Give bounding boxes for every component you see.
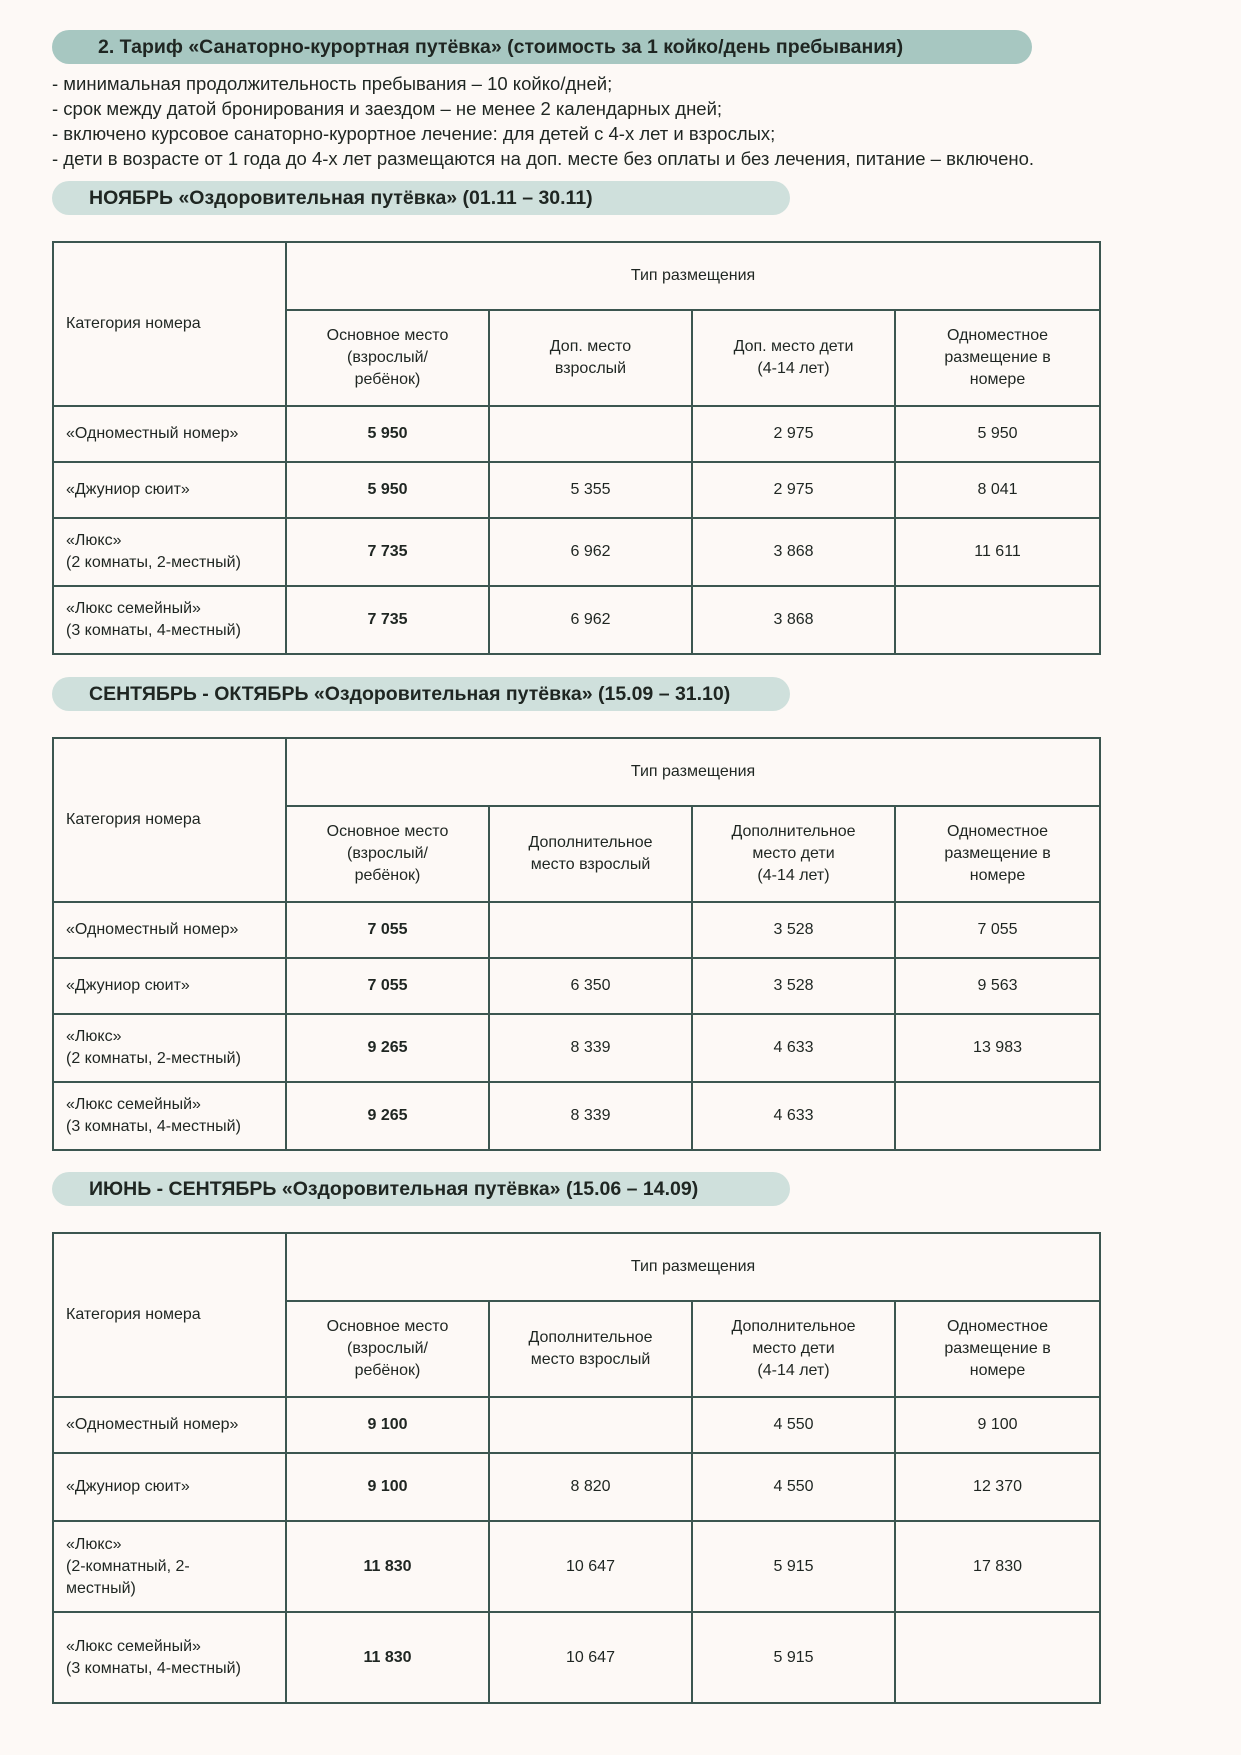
price-extra-child: 3 528 bbox=[692, 958, 895, 1014]
price-extra-adult bbox=[489, 1397, 692, 1453]
table-row bbox=[53, 1397, 1100, 1453]
price-extra-child: 4 550 bbox=[692, 1453, 895, 1521]
table-row bbox=[53, 518, 1100, 586]
price-main: 5 950 bbox=[286, 406, 489, 462]
header-col-single: Одноместное размещение в номере bbox=[895, 1301, 1100, 1397]
header-col-extra-child: Доп. место дети (4-14 лет) bbox=[692, 310, 895, 406]
header-placement: Тип размещения bbox=[286, 738, 1100, 806]
price-extra-adult: 6 962 bbox=[489, 518, 692, 586]
header-category: Категория номера bbox=[53, 242, 286, 406]
table-row bbox=[53, 1612, 1100, 1703]
condition-item: - дети в возрасте от 1 года до 4-х лет размещаются на доп. месте без оплаты и без лечения, питание – включено. bbox=[52, 148, 1035, 169]
section-title-november bbox=[52, 181, 790, 215]
header-placement: Тип размещения bbox=[286, 1233, 1100, 1301]
price-main: 5 950 bbox=[286, 462, 489, 518]
row-category: «Люкс семейный» (3 комнаты, 4-местный) bbox=[53, 1612, 286, 1703]
price-extra-child: 5 915 bbox=[692, 1612, 895, 1703]
price-main: 9 265 bbox=[286, 1082, 489, 1150]
section-title-jun-sep bbox=[52, 1172, 790, 1206]
price-extra-adult bbox=[489, 406, 692, 462]
table-row bbox=[53, 902, 1100, 958]
header-placement: Тип размещения bbox=[286, 242, 1100, 310]
row-category: «Одноместный номер» bbox=[53, 406, 286, 462]
price-main: 11 830 bbox=[286, 1521, 489, 1612]
row-category: «Одноместный номер» bbox=[53, 902, 286, 958]
price-extra-child: 2 975 bbox=[692, 462, 895, 518]
section-title-text: ИЮНЬ - СЕНТЯБРЬ «Оздоровительная путёвка» (15.06 – 14.09) bbox=[89, 1177, 699, 1200]
price-extra-adult bbox=[489, 902, 692, 958]
price-main: 9 265 bbox=[286, 1014, 489, 1082]
header-col-main: Основное место (взрослый/ ребёнок) bbox=[286, 1301, 489, 1397]
row-category: «Джуниор сюит» bbox=[53, 958, 286, 1014]
header-category: Категория номера bbox=[53, 738, 286, 902]
price-main: 7 055 bbox=[286, 902, 489, 958]
price-extra-child: 3 868 bbox=[692, 586, 895, 654]
price-table-sep-oct bbox=[52, 737, 1101, 1151]
table-row bbox=[53, 1521, 1100, 1612]
condition-item: - минимальная продолжительность пребывания – 10 койко/дней; bbox=[52, 73, 613, 94]
price-main: 7 735 bbox=[286, 586, 489, 654]
price-main: 11 830 bbox=[286, 1612, 489, 1703]
header-col-single: Одноместное размещение в номере bbox=[895, 310, 1100, 406]
table-header-row bbox=[53, 738, 1100, 806]
section-title-text: НОЯБРЬ «Оздоровительная путёвка» (01.11 – 30.11) bbox=[89, 186, 593, 209]
price-extra-child: 4 633 bbox=[692, 1082, 895, 1150]
header-col-extra-adult: Доп. место взрослый bbox=[489, 310, 692, 406]
price-single: 7 055 bbox=[895, 902, 1100, 958]
section-title-sep-oct bbox=[52, 677, 790, 711]
section-title-text: СЕНТЯБРЬ - ОКТЯБРЬ «Оздоровительная путёвка» (15.09 – 31.10) bbox=[89, 682, 731, 705]
tariff-title-text: 2. Тариф «Санаторно-курортная путёвка» (стоимость за 1 койко/день пребывания) bbox=[98, 35, 904, 58]
table-header-row bbox=[53, 1233, 1100, 1301]
table-row bbox=[53, 406, 1100, 462]
price-single: 9 100 bbox=[895, 1397, 1100, 1453]
header-col-extra-adult: Дополнительное место взрослый bbox=[489, 1301, 692, 1397]
table-row bbox=[53, 958, 1100, 1014]
tariff-title bbox=[52, 30, 1032, 64]
table-header-row bbox=[53, 242, 1100, 310]
header-col-extra-child: Дополнительное место дети (4-14 лет) bbox=[692, 1301, 895, 1397]
price-extra-child: 3 868 bbox=[692, 518, 895, 586]
header-col-single: Одноместное размещение в номере bbox=[895, 806, 1100, 902]
header-category: Категория номера bbox=[53, 1233, 286, 1397]
price-extra-adult: 10 647 bbox=[489, 1521, 692, 1612]
header-col-main: Основное место (взрослый/ ребёнок) bbox=[286, 806, 489, 902]
price-main: 9 100 bbox=[286, 1453, 489, 1521]
price-extra-child: 4 550 bbox=[692, 1397, 895, 1453]
price-single: 17 830 bbox=[895, 1521, 1100, 1612]
price-extra-adult: 8 339 bbox=[489, 1082, 692, 1150]
table-row bbox=[53, 1453, 1100, 1521]
price-extra-adult: 8 339 bbox=[489, 1014, 692, 1082]
price-single: 8 041 bbox=[895, 462, 1100, 518]
price-single: 13 983 bbox=[895, 1014, 1100, 1082]
price-main: 7 055 bbox=[286, 958, 489, 1014]
table-row bbox=[53, 586, 1100, 654]
condition-item: - срок между датой бронирования и заездом – не менее 2 календарных дней; bbox=[52, 98, 723, 119]
price-single bbox=[895, 1082, 1100, 1150]
row-category: «Одноместный номер» bbox=[53, 1397, 286, 1453]
row-category: «Люкс» (2 комнаты, 2-местный) bbox=[53, 1014, 286, 1082]
row-category: «Люкс семейный» (3 комнаты, 4-местный) bbox=[53, 1082, 286, 1150]
price-extra-adult: 10 647 bbox=[489, 1612, 692, 1703]
price-extra-child: 2 975 bbox=[692, 406, 895, 462]
row-category: «Люкс» (2 комнаты, 2-местный) bbox=[53, 518, 286, 586]
price-single: 12 370 bbox=[895, 1453, 1100, 1521]
price-extra-adult: 5 355 bbox=[489, 462, 692, 518]
row-category: «Люкс семейный» (3 комнаты, 4-местный) bbox=[53, 586, 286, 654]
price-main: 7 735 bbox=[286, 518, 489, 586]
price-single: 5 950 bbox=[895, 406, 1100, 462]
row-category: «Джуниор сюит» bbox=[53, 462, 286, 518]
header-col-extra-adult: Дополнительное место взрослый bbox=[489, 806, 692, 902]
table-row bbox=[53, 462, 1100, 518]
row-category: «Люкс» (2-комнатный, 2- местный) bbox=[53, 1521, 286, 1612]
price-extra-adult: 6 350 bbox=[489, 958, 692, 1014]
price-single bbox=[895, 586, 1100, 654]
price-single bbox=[895, 1612, 1100, 1703]
price-extra-adult: 8 820 bbox=[489, 1453, 692, 1521]
price-extra-adult: 6 962 bbox=[489, 586, 692, 654]
row-category: «Джуниор сюит» bbox=[53, 1453, 286, 1521]
price-single: 9 563 bbox=[895, 958, 1100, 1014]
header-col-extra-child: Дополнительное место дети (4-14 лет) bbox=[692, 806, 895, 902]
price-table-jun-sep bbox=[52, 1232, 1101, 1704]
price-main: 9 100 bbox=[286, 1397, 489, 1453]
price-single: 11 611 bbox=[895, 518, 1100, 586]
condition-item: - включено курсовое санаторно-курортное лечение: для детей с 4-х лет и взрослых; bbox=[52, 123, 776, 144]
table-row bbox=[53, 1082, 1100, 1150]
price-table-november bbox=[52, 241, 1101, 655]
table-row bbox=[53, 1014, 1100, 1082]
header-col-main: Основное место (взрослый/ ребёнок) bbox=[286, 310, 489, 406]
price-extra-child: 3 528 bbox=[692, 902, 895, 958]
conditions-list bbox=[52, 71, 1034, 171]
price-extra-child: 4 633 bbox=[692, 1014, 895, 1082]
price-extra-child: 5 915 bbox=[692, 1521, 895, 1612]
